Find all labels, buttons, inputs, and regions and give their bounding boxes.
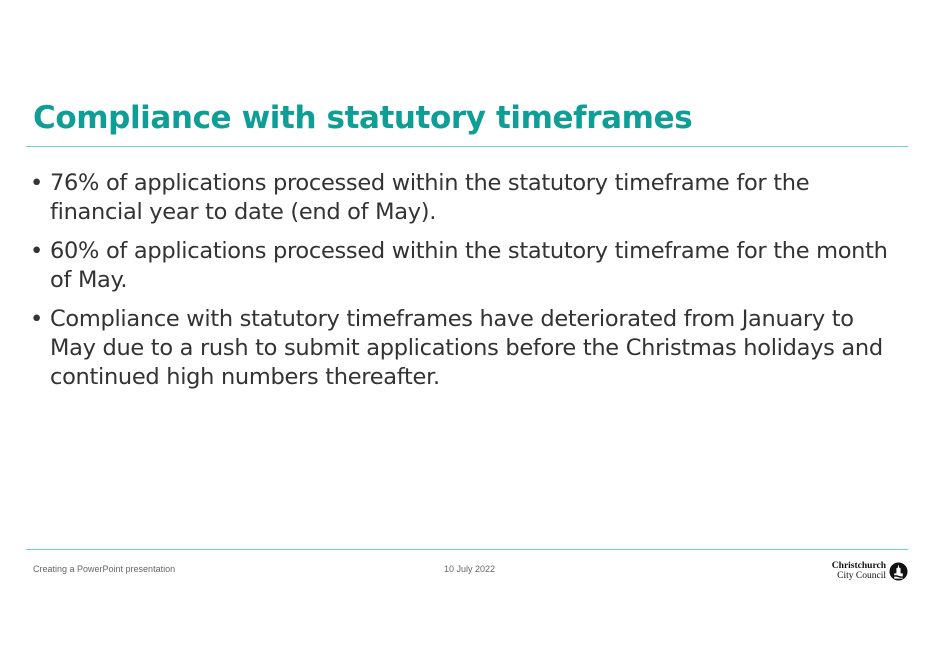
council-logo xyxy=(832,562,908,584)
logo-line-2: City Council xyxy=(837,570,886,581)
cathedral-circle-icon xyxy=(889,562,908,581)
footer-date: 10 July 2022 xyxy=(444,564,496,574)
bullet-icon: • xyxy=(30,170,43,196)
bullet-icon: • xyxy=(30,306,43,332)
bullet-list xyxy=(28,169,898,402)
footer-divider xyxy=(26,549,908,550)
title-divider xyxy=(26,146,908,147)
bullet-text: 60% of applications processed within the statutory timeframe for the month of May. xyxy=(50,238,888,293)
bullet-item xyxy=(28,305,898,392)
bullet-item xyxy=(28,169,898,227)
logo-wordmark xyxy=(832,562,886,581)
bullet-text: Compliance with statutory timeframes have deteriorated from January to May due to a rush to submit applications before the Christmas holidays and continued high numbers thereafter. xyxy=(50,306,883,390)
bullet-icon: • xyxy=(30,238,43,264)
logo-line-1: Christchurch xyxy=(831,561,886,571)
footer-presentation-name: Creating a PowerPoint presentation xyxy=(33,564,176,574)
bullet-item xyxy=(28,237,898,295)
bullet-text: 76% of applications processed within the statutory timeframe for the financial year to date (end of May). xyxy=(50,170,810,225)
slide-title: Compliance with statutory timeframes xyxy=(33,100,693,136)
